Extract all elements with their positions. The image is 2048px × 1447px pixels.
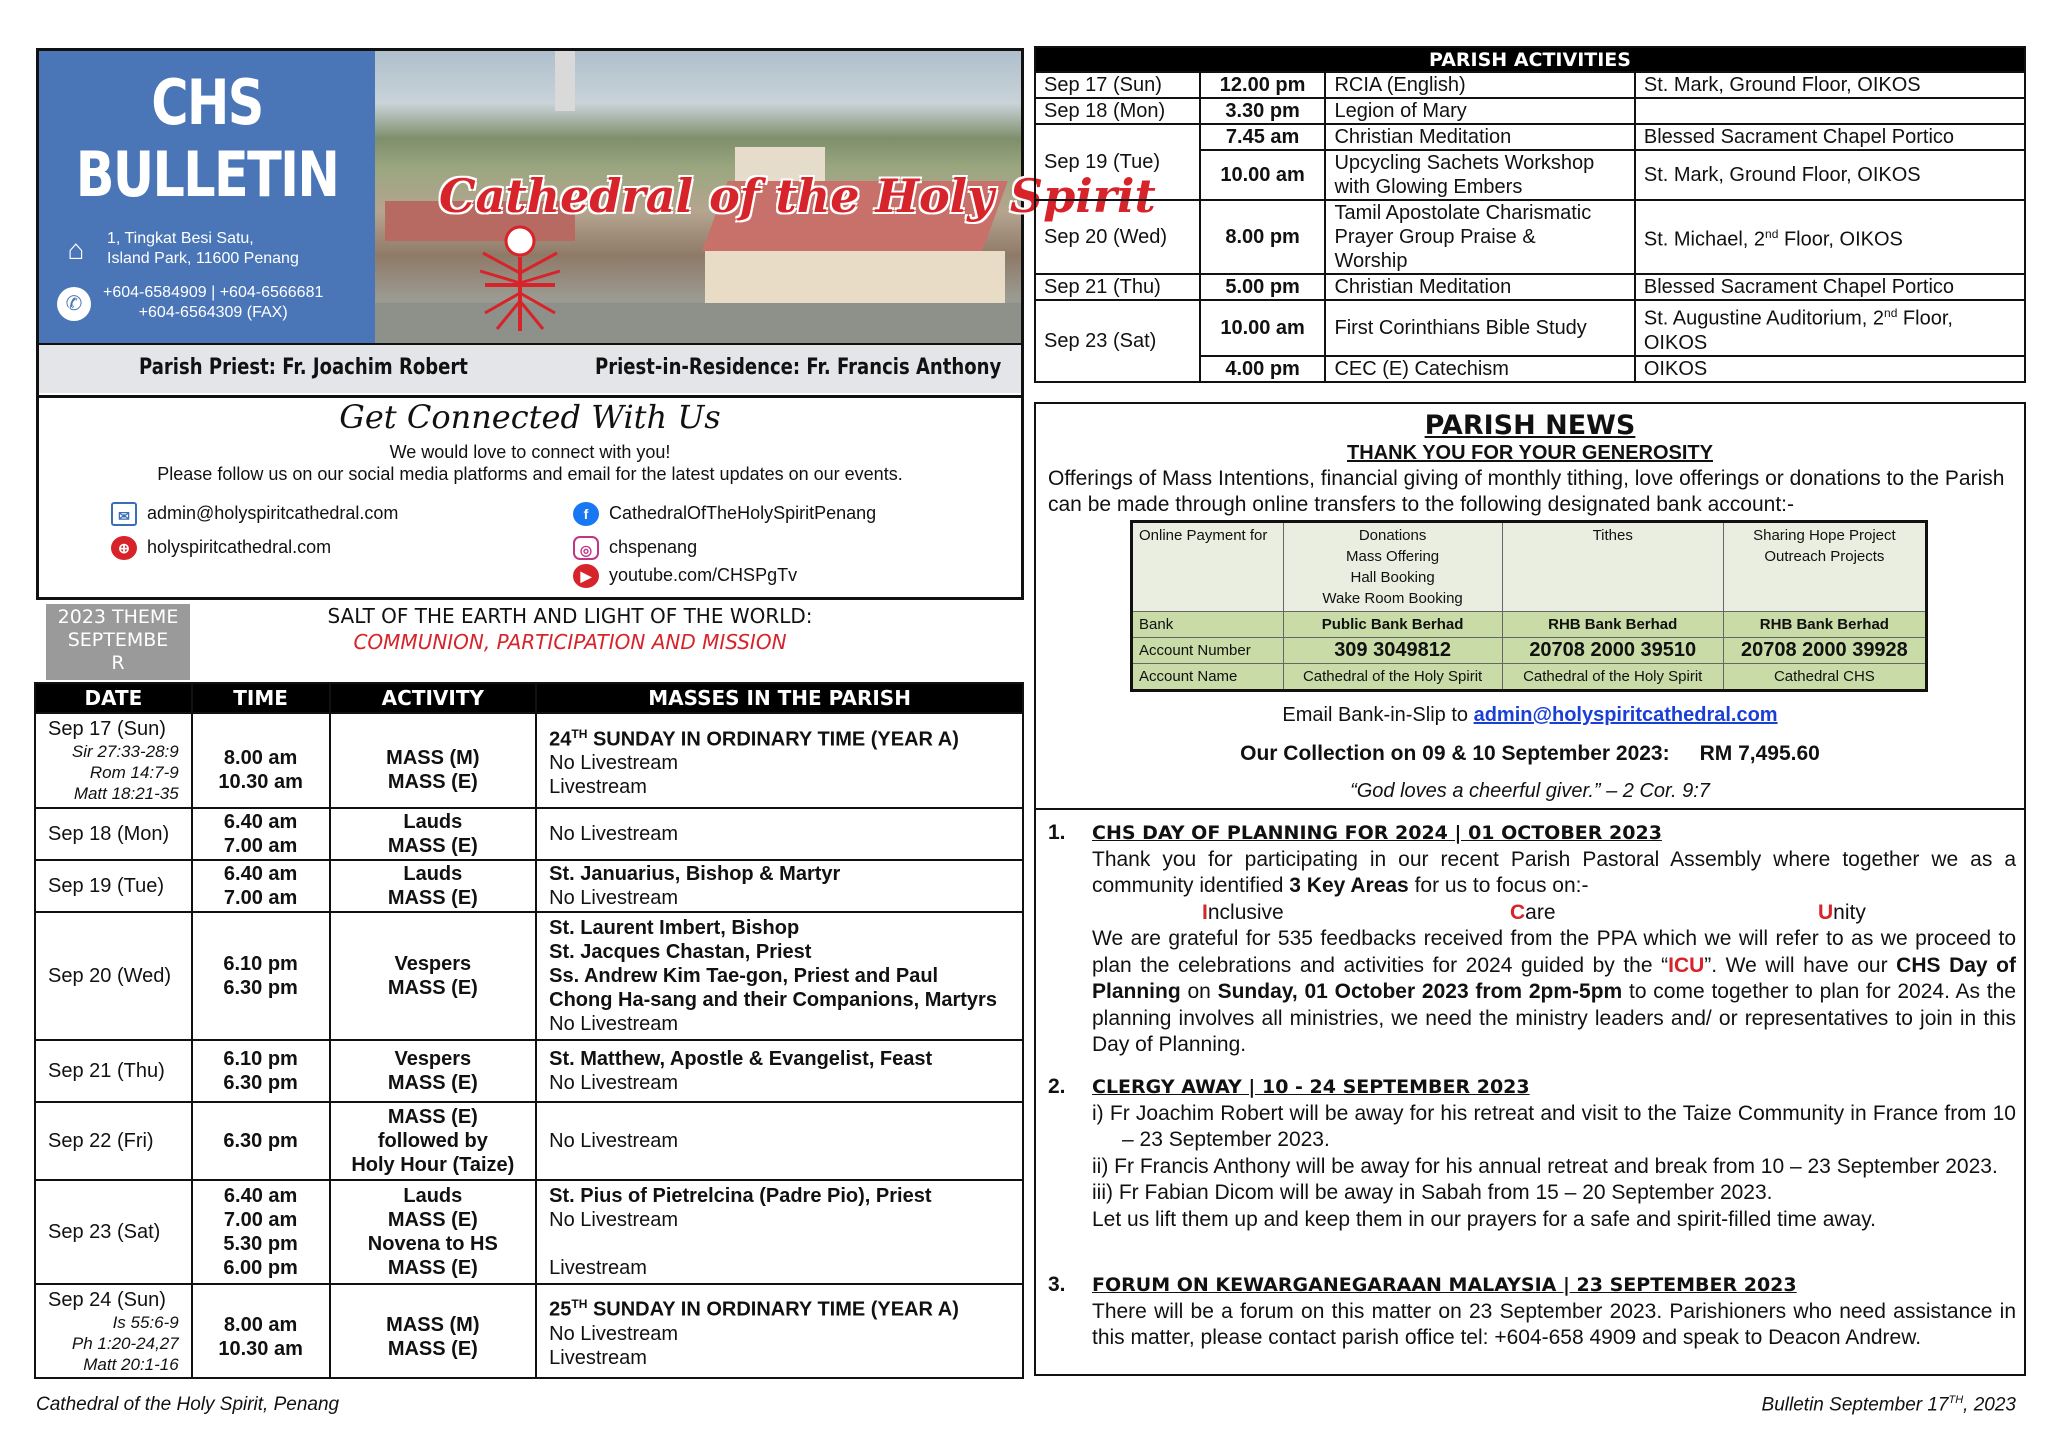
- building-wall: [705, 251, 1005, 311]
- email-icon: ✉: [111, 502, 137, 526]
- table-row: [1035, 72, 2025, 98]
- table-row: [35, 713, 1023, 808]
- date-cell: Sep 20 (Wed): [1035, 200, 1200, 274]
- youtube-link[interactable]: [573, 564, 797, 588]
- bank-name: RHB Bank Berhad: [1723, 612, 1926, 638]
- masses-cell: St. Matthew, Apostle & Evangelist, Feast No Livestream: [536, 1040, 1023, 1102]
- activity-cell: Upcycling Sachets Workshop with Glowing Embers: [1325, 150, 1634, 200]
- theme-box-line-2: SEPTEMBE: [67, 629, 169, 651]
- activity-cell: [330, 713, 537, 808]
- sunday-title: 25TH SUNDAY IN ORDINARY TIME (YEAR A): [549, 1297, 959, 1321]
- bank-name: RHB Bank Berhad: [1502, 612, 1723, 638]
- parish-news-section: [1034, 402, 2026, 1376]
- time: 10.30 am: [218, 770, 303, 793]
- time-cell: 8.00 am 10.30 am: [192, 1284, 330, 1378]
- account-name: Cathedral CHS: [1723, 664, 1926, 691]
- title-chs: CHS: [151, 66, 263, 139]
- time-cell: 6.40 am 7.00 am: [192, 860, 330, 912]
- parish-priest: Parish Priest: Fr. Joachim Robert: [139, 355, 468, 380]
- instagram-icon: ◎: [573, 536, 599, 560]
- reading: Sir 27:33-28:9: [71, 742, 179, 761]
- theme-box-line-3: R: [111, 652, 125, 674]
- venue-cell: Blessed Sacrament Chapel Portico: [1635, 124, 2025, 150]
- venue-cell: OIKOS: [1635, 356, 2025, 382]
- news-title: PARISH NEWS: [1424, 410, 1636, 441]
- table-row: [1035, 200, 2025, 274]
- bank-label: Bank: [1132, 612, 1284, 638]
- livestream-status: Livestream: [549, 776, 647, 799]
- divider: [1036, 808, 2024, 810]
- table-row: [35, 1180, 1023, 1284]
- table-row: [35, 808, 1023, 860]
- news-item-2: [1048, 1074, 2016, 1233]
- account-number: 20708 2000 39510: [1502, 638, 1723, 664]
- account-name: Cathedral of the Holy Spirit: [1283, 664, 1502, 691]
- key-areas: Inclusive Care Unity: [1202, 900, 1866, 924]
- masses-cell: St. Laurent Imbert, Bishop St. Jacques Chastan, Priest Ss. Andrew Kim Tae-gon, Priest and Paul Chong Ha-sang and their Companions, Martyrs No Livestream: [536, 912, 1023, 1040]
- date-cell: Sep 23 (Sat): [35, 1180, 192, 1284]
- activity-cell: MASS (E) followed by Holy Hour (Taize): [330, 1102, 537, 1180]
- item-number: 3.: [1048, 1273, 1066, 1296]
- masses-cell: St. Pius of Pietrelcina (Padre Pio), Priest No Livestream Livestream: [536, 1180, 1023, 1284]
- item-heading: CHS DAY OF PLANNING FOR 2024 | 01 OCTOBER 2023: [1092, 822, 1662, 844]
- venue-cell: [1635, 98, 2025, 124]
- theme-box-line-1: 2023 THEME: [57, 606, 179, 628]
- time-cell: 4.00 pm: [1200, 356, 1326, 382]
- news-intro: Offerings of Mass Intentions, financial giving of monthly tithing, love offerings or donations to the Parish can be made through online transfers to the following designated bank account:-: [1048, 467, 2005, 516]
- date-cell: Sep 19 (Tue): [35, 860, 192, 912]
- item-body: Thank you for participating in our recent Parish Pastoral Assembly where together we as a community identified 3 Key Areas for us to focus on:-: [1092, 847, 2016, 897]
- item-number: 1.: [1048, 821, 1066, 844]
- online-payment-label: Online Payment for: [1132, 522, 1284, 612]
- time-cell: 6.10 pm 6.30 pm: [192, 1040, 330, 1102]
- footer-right: Bulletin September 17TH, 2023: [1761, 1394, 2016, 1416]
- activity-cell: MASS (M) MASS (E): [330, 1284, 537, 1378]
- tithes-cell: Tithes: [1502, 522, 1723, 612]
- header-time: TIME: [192, 683, 330, 713]
- date-cell: Sep 21 (Thu): [1035, 274, 1200, 300]
- instagram-text: chspenang: [609, 536, 698, 557]
- news-item-3: [1048, 1272, 2016, 1352]
- table-row: [1035, 98, 2025, 124]
- globe-icon: ⊕: [111, 536, 137, 560]
- activity-cell: CEC (E) Catechism: [1325, 356, 1634, 382]
- banner-left-panel: [39, 51, 375, 343]
- account-name: Cathedral of the Holy Spirit: [1502, 664, 1723, 691]
- facebook-text: CathedralOfTheHolySpiritPenang: [609, 502, 877, 523]
- item-sub: i) Fr Joachim Robert will be away for his retreat and visit to the Taize Community in France from 10 – 23 September 2023.: [1092, 1101, 2016, 1151]
- venue-cell: St. Mark, Ground Floor, OIKOS: [1635, 150, 2025, 200]
- time-cell: 7.45 am: [1200, 124, 1326, 150]
- time-cell: 8.00 pm: [1200, 200, 1326, 274]
- home-icon: ⌂: [67, 234, 85, 265]
- account-number-label: Account Number: [1132, 638, 1284, 664]
- time-cell: 5.00 pm: [1200, 274, 1326, 300]
- date-cell: Sep 22 (Fri): [35, 1102, 192, 1180]
- theme-line-2: COMMUNION, PARTICIPATION AND MISSION: [353, 630, 787, 654]
- activity-cell: Vespers MASS (E): [330, 1040, 537, 1102]
- table-row: [35, 1040, 1023, 1102]
- activity-cell: Lauds MASS (E) Novena to HS MASS (E): [330, 1180, 537, 1284]
- collection-label: Our Collection on 09 & 10 September 2023:: [1240, 742, 1670, 765]
- collection-line: [1036, 742, 2024, 766]
- masses-cell: 25TH SUNDAY IN ORDINARY TIME (YEAR A) No Livestream Livestream: [536, 1284, 1023, 1378]
- title-bulletin: BULLETIN: [75, 138, 339, 211]
- table-header-row: [35, 683, 1023, 713]
- venue-cell: St. Augustine Auditorium, 2nd Floor, OIKOS: [1635, 300, 2025, 356]
- venue-cell: St. Michael, 2nd Floor, OIKOS: [1635, 200, 2025, 274]
- activity-cell: Christian Meditation: [1325, 274, 1634, 300]
- table-row: [1035, 274, 2025, 300]
- table-row: [1132, 612, 1927, 638]
- bank-email-link[interactable]: admin@holyspiritcathedral.com: [1473, 704, 1778, 726]
- item-heading: FORUM ON KEWARGANEGARAAN MALAYSIA | 23 SEPTEMBER 2023: [1092, 1274, 1797, 1296]
- phone-numbers: [103, 283, 323, 323]
- sunday-title: 24TH SUNDAY IN ORDINARY TIME (YEAR A): [549, 726, 959, 751]
- time-cell: 10.00 am: [1200, 150, 1326, 200]
- time: 8.00 am: [223, 746, 298, 769]
- tower-shape: [555, 51, 575, 111]
- activity-cell: Lauds MASS (E): [330, 860, 537, 912]
- dove-emblem-icon: [475, 223, 565, 333]
- mass-schedule-table: [34, 682, 1024, 1379]
- item-sub: ii) Fr Francis Anthony will be away for his annual retreat and break from 10 – 23 September 2023.: [1092, 1154, 1998, 1178]
- website-link[interactable]: [111, 536, 331, 560]
- item-body: Let us lift them up and keep them in our prayers for a safe and spirit-filled time away.: [1092, 1207, 1876, 1231]
- connect-line-2: Please follow us on our social media platforms and email for the latest updates on our events.: [157, 464, 903, 484]
- email-text: admin@holyspiritcathedral.com: [147, 502, 399, 523]
- priest-bar: [39, 343, 1021, 393]
- donations-cell: Donations Mass Offering Hall Booking Wake Room Booking: [1283, 522, 1502, 612]
- date-cell: Sep 20 (Wed): [35, 912, 192, 1040]
- table-row: [1035, 300, 2025, 356]
- venue-cell: St. Mark, Ground Floor, OIKOS: [1635, 72, 2025, 98]
- masses-cell: St. Januarius, Bishop & Martyr No Livestream: [536, 860, 1023, 912]
- phone-line-1: +604-6584909 | +604-6566681: [103, 284, 324, 301]
- parking-lot: [375, 303, 1021, 343]
- time-cell: 6.10 pm 6.30 pm: [192, 912, 330, 1040]
- date-cell: Sep 24 (Sun) Is 55:6-9 Ph 1:20-24,27 Matt 20:1-16: [35, 1284, 192, 1378]
- table-row: [35, 860, 1023, 912]
- footer-left: Cathedral of the Holy Spirit, Penang: [36, 1394, 340, 1415]
- bank-email-line: Email Bank-in-Slip to admin@holyspiritcathedral.com: [1282, 704, 1778, 726]
- masses-cell: [536, 713, 1023, 808]
- header-date: DATE: [35, 683, 192, 713]
- activity-cell: Lauds MASS (E): [330, 808, 537, 860]
- date-cell: Sep 23 (Sat): [1035, 300, 1200, 382]
- table-row: [1035, 124, 2025, 150]
- date-cell: Sep 18 (Mon): [35, 808, 192, 860]
- address-line-2: Island Park, 11600 Penang: [107, 250, 299, 267]
- facebook-link[interactable]: [573, 502, 876, 526]
- item-number: 2.: [1048, 1075, 1066, 1098]
- account-name-label: Account Name: [1132, 664, 1284, 691]
- website-text: holyspiritcathedral.com: [147, 536, 332, 557]
- connect-line-1: We would love to connect with you!: [389, 442, 671, 462]
- priest-in-residence: Priest-in-Residence: Fr. Francis Anthony: [595, 355, 1002, 380]
- date-cell: [35, 713, 192, 808]
- date-cell: Sep 18 (Mon): [1035, 98, 1200, 124]
- activities-title: PARISH ACTIVITIES: [1035, 47, 2025, 72]
- collection-amount: RM 7,495.60: [1699, 742, 1820, 765]
- youtube-icon: ▶: [573, 564, 599, 588]
- parish-activities-table: [1034, 46, 2026, 383]
- activity-cell: RCIA (English): [1325, 72, 1634, 98]
- account-number: 20708 2000 39928: [1723, 638, 1926, 664]
- phone-line-2: +604-6564309 (FAX): [138, 304, 288, 321]
- reading: Matt 18:21-35: [73, 784, 179, 803]
- address-line-1: 1, Tingkat Besi Satu,: [107, 230, 254, 247]
- date-cell: Sep 21 (Thu): [35, 1040, 192, 1102]
- facebook-icon: f: [573, 502, 599, 526]
- activity: MASS (M): [386, 746, 480, 769]
- header-masses: MASSES IN THE PARISH: [536, 683, 1023, 713]
- theme-line-1: SALT OF THE EARTH AND LIGHT OF THE WORLD:: [327, 604, 813, 628]
- table-row: [1132, 664, 1927, 691]
- time-cell: 6.40 am 7.00 am: [192, 808, 330, 860]
- item-body: There will be a forum on this matter on 23 September 2023. Parishioners who need assistance in this matter, please contact parish office tel: +604-658 4909 and speak to Deacon Andrew.: [1092, 1299, 2016, 1349]
- sharing-cell: Sharing Hope Project Outreach Projects: [1723, 522, 1926, 612]
- instagram-link[interactable]: [573, 536, 697, 560]
- bulletin-title: [69, 67, 345, 211]
- activity-cell: Tamil Apostolate Charismatic Prayer Group Praise & Worship: [1325, 200, 1634, 274]
- account-number: 309 3049812: [1283, 638, 1502, 664]
- date-cell: Sep 19 (Tue): [1035, 124, 1200, 200]
- item-body: We are grateful for 535 feedbacks received from the PPA which we will refer to as we proceed to plan the celebrations and activities for 2024 guided by the “ICU”. We will have our CHS Day of Planning on Sunday, 01 October 2023 from 2pm-5pm to come together to plan for 2024. As the planning involves all ministries, we need the ministry leaders and/ or representatives to join in this Day of Planning.: [1092, 927, 2017, 1056]
- masses-cell: No Livestream: [536, 808, 1023, 860]
- header-activity: ACTIVITY: [330, 683, 537, 713]
- time-cell: 6.30 pm: [192, 1102, 330, 1180]
- table-row: [1132, 638, 1927, 664]
- time-cell: 10.00 am: [1200, 300, 1326, 356]
- phone-icon: ✆: [57, 287, 91, 321]
- masses-cell: No Livestream: [536, 1102, 1023, 1180]
- table-row: [35, 912, 1023, 1040]
- table-row: [1132, 522, 1927, 612]
- activity-cell: Christian Meditation: [1325, 124, 1634, 150]
- date-cell: Sep 17 (Sun): [1035, 72, 1200, 98]
- address: [107, 229, 299, 269]
- reading: Rom 14:7-9: [89, 763, 179, 782]
- item-heading: CLERGY AWAY | 10 - 24 SEPTEMBER 2023: [1092, 1076, 1530, 1098]
- bible-verse: “God loves a cheerful giver.” – 2 Cor. 9:7: [1350, 780, 1710, 802]
- table-row: [35, 1284, 1023, 1378]
- table-row: [35, 1102, 1023, 1180]
- time-cell: 3.30 pm: [1200, 98, 1326, 124]
- activity-cell: Vespers MASS (E): [330, 912, 537, 1040]
- cathedral-name: Cathedral of the Holy Spirit: [439, 169, 1156, 223]
- date: Sep 17 (Sun): [48, 718, 166, 740]
- livestream-status: No Livestream: [549, 752, 679, 775]
- connect-section: [36, 396, 1024, 600]
- connect-title: Get Connected With Us: [339, 398, 721, 436]
- time-cell: 12.00 pm: [1200, 72, 1326, 98]
- news-subtitle: THANK YOU FOR YOUR GENEROSITY: [1347, 442, 1713, 464]
- time-cell: [192, 713, 330, 808]
- youtube-text: youtube.com/CHSPgTv: [609, 564, 798, 585]
- bank-name: Public Bank Berhad: [1283, 612, 1502, 638]
- activity-cell: First Corinthians Bible Study: [1325, 300, 1634, 356]
- item-sub: iii) Fr Fabian Dicom will be away in Sabah from 15 – 20 September 2023.: [1092, 1181, 1773, 1204]
- activity: MASS (E): [387, 770, 478, 793]
- activity-cell: Legion of Mary: [1325, 98, 1634, 124]
- venue-cell: Blessed Sacrament Chapel Portico: [1635, 274, 2025, 300]
- email-link[interactable]: [111, 502, 398, 526]
- bank-account-table: [1130, 520, 1928, 692]
- news-item-1: [1048, 820, 2016, 1059]
- time-cell: 6.40 am 7.00 am 5.30 pm 6.00 pm: [192, 1180, 330, 1284]
- theme-box: [46, 604, 190, 680]
